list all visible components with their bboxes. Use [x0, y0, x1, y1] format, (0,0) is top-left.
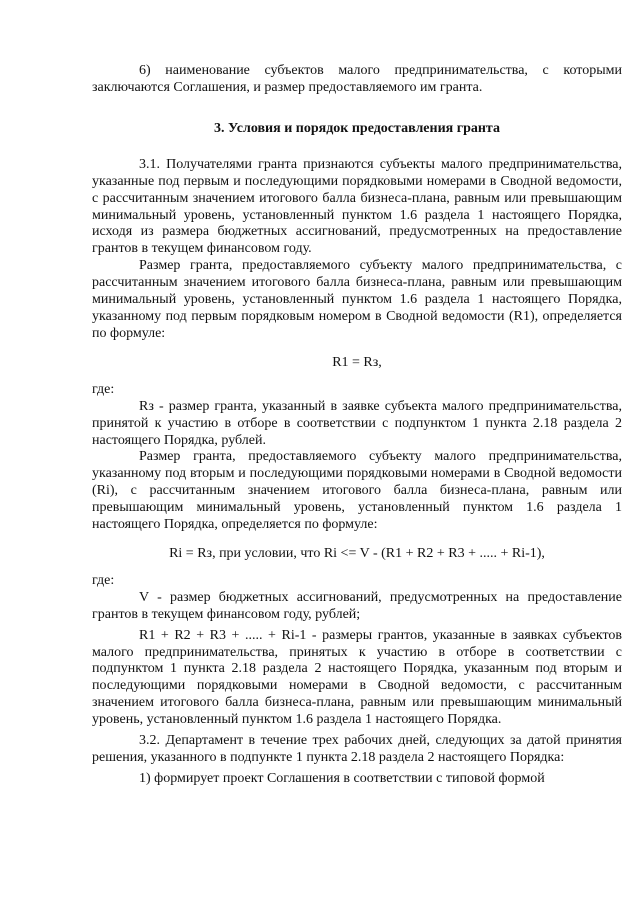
paragraph-3-2: 3.2. Департамент в течение трех рабочих дней, следующих за датой принятия решения, указанного в подпункте 1 пункта 2.18 раздела 2 настоящего Порядка: [92, 733, 622, 765]
formula-r1: R1 = Rз, [332, 354, 382, 370]
paragraph-grant-size-next: Размер гранта, предоставляемого субъекту малого предпринимательства, указанному под вторым и последующими порядковыми номерами в Сводной ведомости (Ri), с рассчитанным значением итогового балла бизнеса-плана, равным или превышающим минимальный уровень, установленный пунктом 1.6 раздела 1 настоящего Порядка, определяется по формуле: [92, 449, 622, 533]
where-label-2: где: [92, 572, 115, 588]
document-body [92, 63, 622, 788]
paragraph-sum-definition: R1 + R2 + R3 + ..... + Ri-1 - размеры грантов, указанные в заявках субъектов малого предпринимательства, принятых к участию в отборе в соответствии с подпунктом 1 пункта 2.18 раздела 2 настоящего Порядка, указанным под вторым и последующими порядковыми номерами в Сводной ведомости, с рассчитанным значением итогового балла бизнеса-плана, равным или превышающим минимальный уровень, установленный пунктом 1.6 раздела 1 настоящего Порядка. [92, 627, 622, 728]
paragraph-grant-size-first: Размер гранта, предоставляемого субъекту малого предпринимательства, с рассчитанным значением итогового балла бизнеса-плана, равным или превышающим минимальный уровень, установленный пунктом 1.6 раздела 1 настоящего Порядка, указанному под первым порядковым номером в Сводной ведомости (R1), определяется по формуле: [92, 258, 622, 341]
paragraph-rz-definition: Rз - размер гранта, указанный в заявке субъекта малого предпринимательства, принятой к участию в отборе в соответствии с подпунктом 1 пункта 2.18 раздела 2 настоящего Порядка, рублей. [92, 398, 622, 448]
formula-ri: Ri = Rз, при условии, что Ri <= V - (R1 + R2 + R3 + ..... + Ri-1), [169, 545, 545, 561]
paragraph-3-2-item-1: 1) формирует проект Соглашения в соответствии с типовой формой [139, 770, 545, 786]
section-heading: 3. Условия и порядок предоставления гранта [214, 120, 500, 136]
paragraph-v-definition: V - размер бюджетных ассигнований, предусмотренных на предоставление грантов в текущем финансовом году, рублей; [92, 589, 622, 622]
paragraph-intro: 6) наименование субъектов малого предпринимательства, с которыми заключаются Соглашения, и размер предоставляемого им гранта. [92, 63, 622, 95]
paragraph-3-1: 3.1. Получателями гранта признаются субъекты малого предпринимательства, указанные под первым и последующими порядковыми номерами в Сводной ведомости, с рассчитанным значением итогового балла бизнеса-плана, равным или превышающим минимальный уровень, установленный пунктом 1.6 раздела 1 настоящего Порядка, исходя из размера бюджетных ассигнований, предусмотренных на предоставление грантов в текущем финансовом году. [92, 156, 622, 257]
where-label-1: где: [92, 381, 115, 397]
